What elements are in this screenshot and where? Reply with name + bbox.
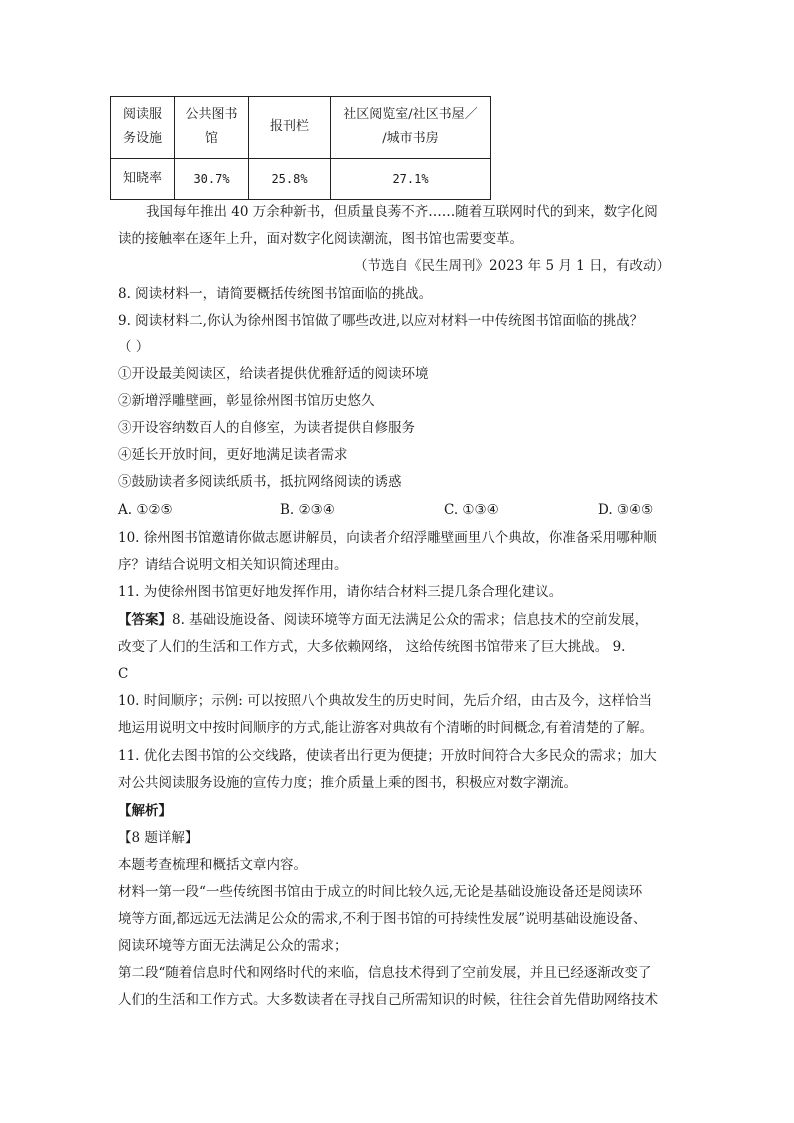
- answer-line: 10. 时间顺序；示例: 可以按照八个典故发生的历史时间，先后介绍，由古及今，这样恰当: [118, 693, 653, 709]
- choice-a: A. ①②⑤: [118, 502, 173, 518]
- analysis-tag: 【解析】: [118, 803, 172, 819]
- table-header-cell: 阅读服 务设施: [111, 97, 175, 159]
- analysis-subtag: 【8 题详解】: [118, 830, 199, 846]
- table-cell: 30.7%: [175, 158, 249, 199]
- choice-b: B. ②③④: [280, 502, 335, 518]
- table-header-row: [111, 97, 491, 159]
- source-citation: （节选自《民生周刊》2023 年 5 月 1 日，有改动）: [354, 258, 670, 274]
- material-text-line: 我国每年推出 40 万余种新书，但质量良莠不齐……随着互联网时代的到来，数字化阅: [146, 204, 658, 220]
- option-item: ①开设最美阅读区，给读者提供优雅舒适的阅读环境: [118, 366, 429, 382]
- answer-line: 地运用说明文中按时间顺序的方式,能让游客对典故有个清晰的时间概念,有着清楚的了解。: [118, 720, 654, 736]
- analysis-line: 人们的生活和工作方式。大多数读者在寻找自己所需知识的时候，往往会首先借助网络技术: [118, 992, 658, 1008]
- answer-tag: 【答案】: [118, 612, 172, 628]
- table-header-cell: 报刊栏: [249, 97, 331, 159]
- answer-line: 对公共阅读服务设施的宣传力度；推介质量上乘的图书，积极应对数字潮流。: [118, 775, 577, 791]
- answer-line: C: [118, 666, 129, 682]
- analysis-line: 第二段“随着信息时代和网络时代的来临，信息技术得到了空前发展，并且已经逐渐改变了: [118, 965, 652, 981]
- table-cell: 25.8%: [249, 158, 331, 199]
- analysis-line: 阅读环境等方面无法满足公众的需求；: [118, 938, 348, 954]
- table-header-cell: 社区阅览室/社区书屋／ /城市书房: [331, 97, 491, 159]
- question-11: 11. 为使徐州图书馆更好地发挥作用，请你结合材料三提几条合理化建议。: [118, 584, 563, 600]
- table-cell: 27.1%: [331, 158, 491, 199]
- option-item: ⑤鼓励读者多阅读纸质书，抵抗网络阅读的诱惑: [118, 474, 402, 490]
- question-8: 8. 阅读材料一，请简要概括传统图书馆面临的挑战。: [118, 286, 433, 302]
- option-item: ②新增浮雕壁画，彰显徐州图书馆历史悠久: [118, 393, 375, 409]
- answer-line: 【答案】8. 基础设施设备、阅读环境等方面无法满足公众的需求；信息技术的空前发展，: [118, 612, 649, 628]
- choice-c: C. ①③④: [444, 502, 499, 518]
- option-item: ④延长开放时间，更好地满足读者需求: [118, 447, 348, 463]
- analysis-line: 境等方面,都远远无法满足公众的需求,不利于图书馆的可持续性发展”说明基础设施设备、: [118, 911, 647, 927]
- analysis-line: 材料一第一段“一些传统图书馆由于成立的时间比较久远,无论是基础设施设备还是阅读环: [118, 884, 643, 900]
- table-row: [111, 158, 491, 199]
- material-text-line: 读的接触率在逐年上升，面对数字化阅读潮流，图书馆也需要变革。: [118, 231, 523, 247]
- option-item: ③开设容纳数百人的自修室，为读者提供自修服务: [118, 420, 415, 436]
- table-cell: 知晓率: [111, 158, 175, 199]
- table-header-cell: 公共图书 馆: [175, 97, 249, 159]
- answer-line: 改变了人们的生活和工作方式，大多依赖网络， 这给传统图书馆带来了巨大挑战。 9.: [118, 639, 626, 655]
- answer-line: 11. 优化去图书馆的公交线路，使读者出行更为便捷；开放时间符合大多民众的需求；加大: [118, 748, 657, 764]
- analysis-line: 本题考查梳理和概括文章内容。: [118, 857, 307, 873]
- question-9-blank: （ ）: [118, 339, 150, 355]
- question-10: 10. 徐州图书馆邀请你做志愿讲解员，向读者介绍浮雕壁画里八个典故，你准备采用哪种顺: [118, 530, 657, 546]
- question-10-cont: 序？请结合说明文相关知识简述理由。: [118, 557, 348, 573]
- choice-d: D. ③④⑤: [598, 502, 654, 518]
- question-9: 9. 阅读材料二,你认为徐州图书馆做了哪些改进,以应对材料一中传统图书馆面临的挑战？: [118, 313, 644, 329]
- survey-table: [110, 96, 491, 200]
